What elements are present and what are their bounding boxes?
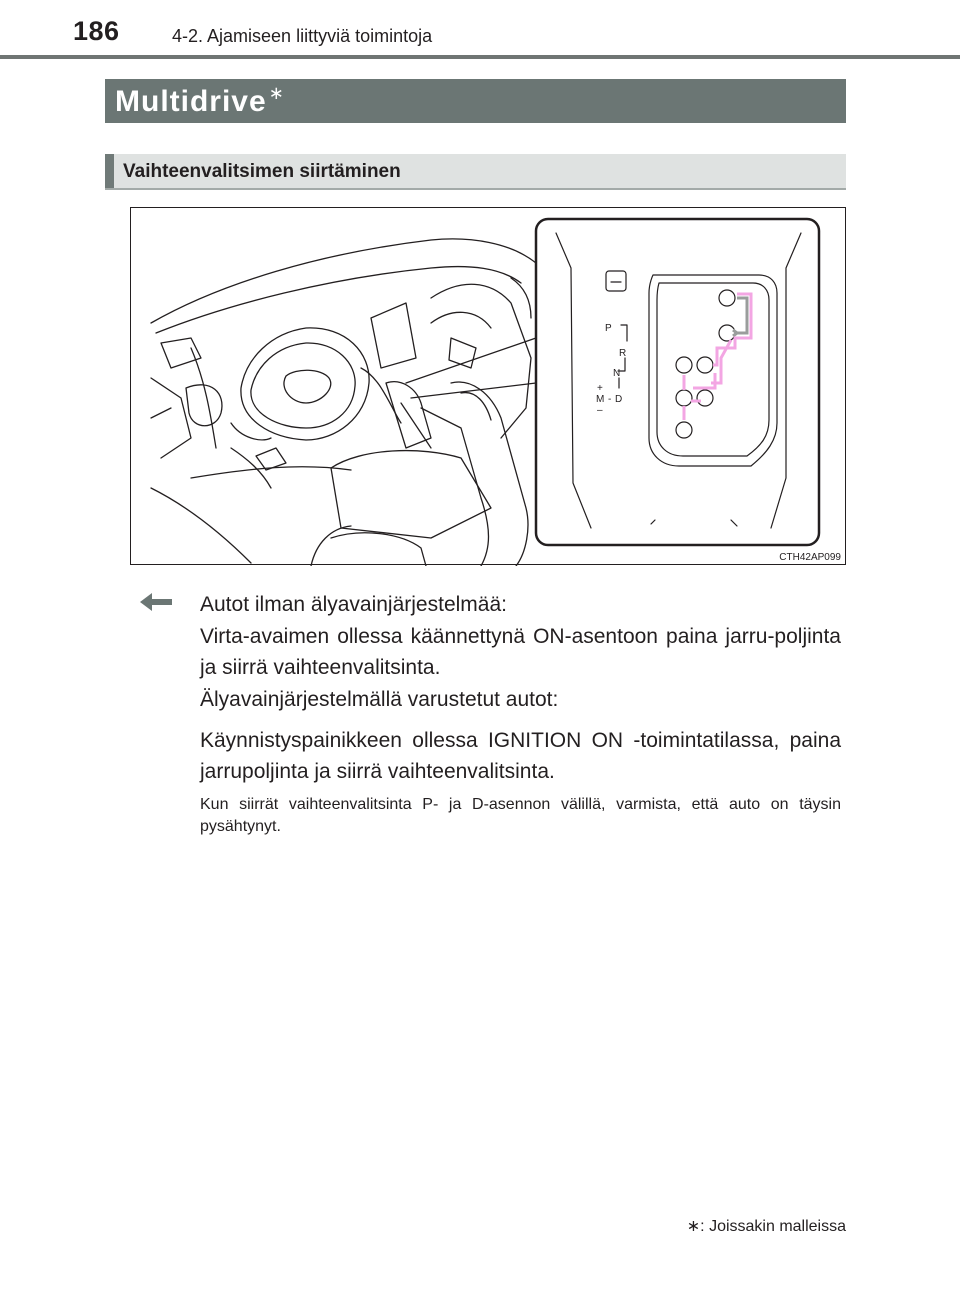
asterisk-mark: ∗ <box>268 83 285 103</box>
paragraph-smart-key: Älyavainjärjestelmällä varustetut autot: <box>200 688 559 711</box>
figure-code: CTH42AP099 <box>779 552 841 563</box>
paragraph-key-instructions: Virta-avaimen ollessa käännettynä ON-asentoon paina jarru-poljinta ja siirrä vaihteenvalitsinta. <box>200 625 841 679</box>
chapter-title: 4-2. Ajamiseen liittyviä toimintoja <box>172 26 433 46</box>
gate-label-plus: + <box>597 383 603 394</box>
caution-note: Kun siirrät vaihteenvalitsinta P- ja D-asennon välillä, varmista, että auto on täysin pysähtynyt. <box>200 796 841 835</box>
car-interior-illustration <box>131 208 847 566</box>
arrow-left-icon <box>140 591 172 613</box>
page-number: 186 <box>73 16 120 46</box>
shift-lever-figure <box>130 207 846 565</box>
gate-label-r: R <box>619 348 627 359</box>
gate-label-dash: - <box>608 394 612 405</box>
footnote: ∗: Joissakin malleissa <box>686 1218 846 1235</box>
subsection-title: Vaihteenvalitsimen siirtäminen <box>123 161 401 182</box>
gate-label-minus: – <box>597 405 603 416</box>
gate-label-d: D <box>615 394 623 405</box>
subsection-title-bar <box>105 154 846 190</box>
header-rule <box>0 55 960 59</box>
paragraph-no-smart-key: Autot ilman älyavainjärjestelmää: <box>200 593 507 616</box>
section-title: Multidrive ∗ <box>115 83 285 118</box>
gate-label-p: P <box>605 323 612 334</box>
gate-label-m: M <box>596 394 605 405</box>
gate-label-n: N <box>613 368 621 379</box>
subsection-accent-bar <box>105 154 114 188</box>
section-title-bar <box>105 79 846 123</box>
paragraph-button-instructions: Käynnistyspainikkeen ollessa IGNITION ON -toimintatilassa, paina jarrupoljinta ja siirrä vaihteenvalitsinta. <box>200 729 841 783</box>
